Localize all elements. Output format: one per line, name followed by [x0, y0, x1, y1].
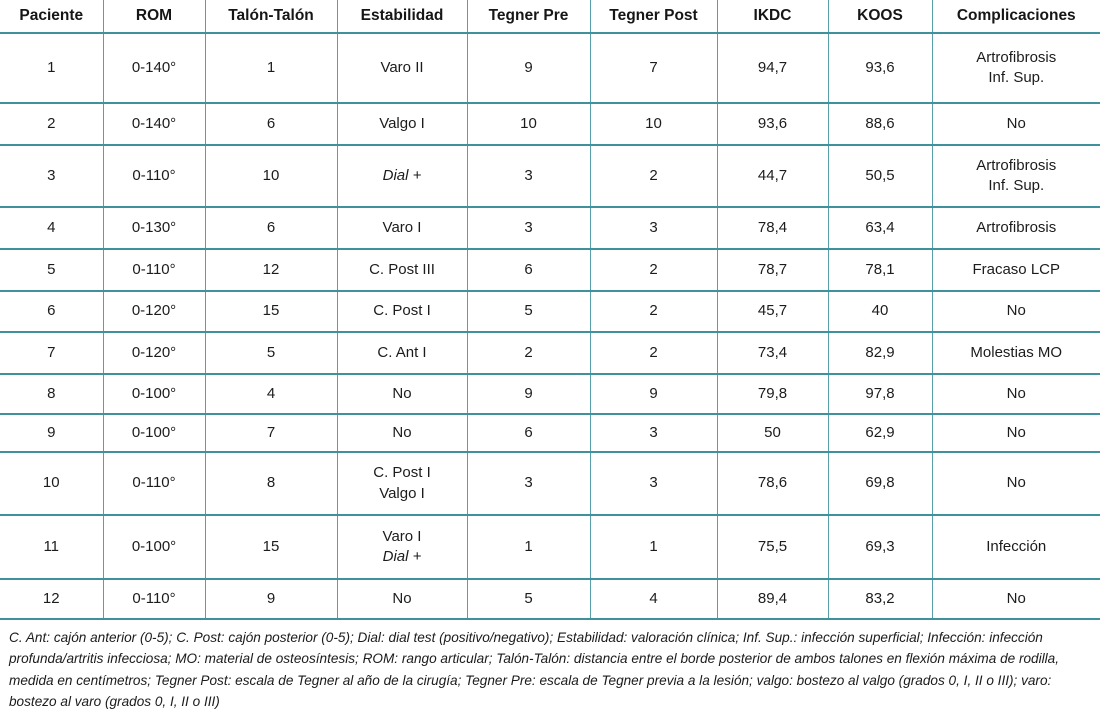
cell-tegner-post: 3	[590, 207, 717, 249]
patient-row-3	[0, 145, 1100, 207]
cell-koos: 69,3	[828, 515, 932, 579]
table-footnote: C. Ant: cajón anterior (0-5); C. Post: cajón posterior (0-5); Dial: dial test (positivo/negativo); Estabilidad: valoración clínica; Inf. Sup.: infección superficial; Infección: infección profunda/artritis infecciosa; MO: material de osteosíntesis; ROM: rango articular; Talón-Talón: distancia entre el borde posterior de ambos talones en flexión máxima de rodilla, medida en centímetros; Tegner Post: escala de Tegner al año de la cirugía; Tegner Pre: escala de Tegner previa a la lesión; valgo: bostezo al valgo (grados 0, I, II o III); varo: bostezo al varo (grados 0, I, II o III)	[9, 630, 1060, 710]
cell-ikdc: 79,8	[717, 374, 828, 414]
cell-tegner-pre: 1	[467, 515, 590, 579]
cell-paciente: 5	[47, 260, 56, 278]
cell-tegner-post: 2	[590, 249, 717, 291]
patient-row-10	[0, 452, 1100, 515]
cell-complicaciones	[932, 374, 1100, 414]
cell-complicaciones	[932, 579, 1100, 619]
estabilidad-line: C. Post I	[373, 464, 431, 482]
cell-talon-talon: 1	[205, 33, 337, 103]
patient-row-6	[0, 291, 1100, 332]
cell-talon-talon: 15	[205, 291, 337, 332]
estabilidad-line: Varo I	[382, 527, 422, 545]
cell-talon-talon: 8	[205, 452, 337, 515]
cell-koos: 69,8	[828, 452, 932, 515]
cell-tegner-pre: 10	[467, 103, 590, 145]
cell-complicaciones	[932, 207, 1100, 249]
cell-ikdc: 78,4	[717, 207, 828, 249]
cell-koos: 62,9	[828, 414, 932, 452]
estabilidad-line: Valgo I	[379, 114, 425, 132]
cell-tegner-pre: 3	[467, 452, 590, 515]
cell-koos: 50,5	[828, 145, 932, 207]
cell-tegner-post: 4	[590, 579, 717, 619]
cell-tegner-post: 3	[590, 414, 717, 452]
column-header-estabilidad: Estabilidad	[337, 0, 467, 33]
cell-estabilidad	[337, 145, 467, 207]
cell-rom: 0-110°	[103, 452, 205, 515]
cell-ikdc: 50	[717, 414, 828, 452]
cell-ikdc: 45,7	[717, 291, 828, 332]
column-header-complicaciones: Complicaciones	[932, 0, 1100, 33]
complicaciones-line: No	[1006, 589, 1026, 607]
estabilidad-line: Dial +	[382, 166, 422, 184]
cell-talon-talon: 7	[205, 414, 337, 452]
complicaciones-line: No	[1006, 384, 1026, 402]
cell-tegner-pre: 5	[467, 291, 590, 332]
cell-rom: 0-100°	[103, 374, 205, 414]
cell-estabilidad	[337, 515, 467, 579]
cell-talon-talon: 10	[205, 145, 337, 207]
cell-estabilidad	[337, 332, 467, 374]
complicaciones-line: No	[1006, 302, 1026, 320]
estabilidad-line: C. Post III	[369, 260, 435, 278]
cell-estabilidad	[337, 207, 467, 249]
cell-estabilidad	[337, 374, 467, 414]
cell-complicaciones	[932, 515, 1100, 579]
estabilidad-line: C. Ant I	[377, 343, 427, 361]
column-header-tegner-post: Tegner Post	[590, 0, 717, 33]
complicaciones-line: Inf. Sup.	[988, 69, 1045, 86]
cell-tegner-post: 2	[590, 332, 717, 374]
cell-rom: 0-110°	[103, 249, 205, 291]
patient-row-2	[0, 103, 1100, 145]
cell-tegner-pre: 9	[467, 374, 590, 414]
complicaciones-line: Artrofibrosis	[976, 48, 1057, 66]
cell-paciente: 12	[42, 589, 60, 607]
cell-complicaciones	[932, 332, 1100, 374]
cell-rom: 0-140°	[103, 33, 205, 103]
cell-rom: 0-110°	[103, 145, 205, 207]
cell-tegner-post: 2	[590, 145, 717, 207]
cell-tegner-pre: 3	[467, 207, 590, 249]
complicaciones-line: No	[1006, 474, 1026, 492]
cell-estabilidad	[337, 103, 467, 145]
cell-estabilidad	[337, 579, 467, 619]
cell-talon-talon: 6	[205, 103, 337, 145]
cell-ikdc: 73,4	[717, 332, 828, 374]
cell-talon-talon: 12	[205, 249, 337, 291]
cell-rom: 0-120°	[103, 332, 205, 374]
cell-rom: 0-100°	[103, 515, 205, 579]
cell-tegner-pre: 2	[467, 332, 590, 374]
complicaciones-line: Artrofibrosis	[976, 156, 1057, 174]
cell-estabilidad	[337, 33, 467, 103]
estabilidad-line: Varo II	[380, 58, 424, 76]
complicaciones-line: Infección	[986, 537, 1047, 555]
patient-row-8	[0, 374, 1100, 414]
cell-talon-talon: 9	[205, 579, 337, 619]
cell-complicaciones	[932, 249, 1100, 291]
cell-paciente: 10	[42, 474, 60, 492]
cell-estabilidad	[337, 291, 467, 332]
cell-koos: 78,1	[828, 249, 932, 291]
cell-complicaciones	[932, 103, 1100, 145]
cell-rom: 0-130°	[103, 207, 205, 249]
cell-tegner-pre: 9	[467, 33, 590, 103]
cell-rom: 0-120°	[103, 291, 205, 332]
cell-paciente: 1	[47, 58, 56, 76]
cell-paciente: 11	[43, 537, 60, 555]
cell-koos: 88,6	[828, 103, 932, 145]
patient-row-11	[0, 515, 1100, 579]
header-row	[0, 0, 1100, 33]
cell-ikdc: 89,4	[717, 579, 828, 619]
cell-ikdc: 94,7	[717, 33, 828, 103]
cell-koos: 63,4	[828, 207, 932, 249]
cell-complicaciones	[932, 452, 1100, 515]
estabilidad-line: Varo I	[382, 218, 422, 236]
complicaciones-line: Artrofibrosis	[976, 218, 1057, 236]
cell-paciente: 4	[47, 218, 56, 236]
cell-tegner-post: 2	[590, 291, 717, 332]
cell-paciente: 2	[47, 114, 56, 132]
patient-row-1	[0, 33, 1100, 103]
cell-tegner-post: 3	[590, 452, 717, 515]
cell-rom: 0-140°	[103, 103, 205, 145]
patient-row-5	[0, 249, 1100, 291]
column-header-rom: ROM	[103, 0, 205, 33]
estabilidad-line: C. Post I	[373, 302, 431, 320]
estabilidad-line: No	[392, 423, 412, 441]
complicaciones-line: Inf. Sup.	[988, 177, 1045, 194]
cell-ikdc: 75,5	[717, 515, 828, 579]
cell-tegner-pre: 3	[467, 145, 590, 207]
estabilidad-line: Dial +	[382, 548, 422, 565]
complicaciones-line: Molestias MO	[970, 343, 1063, 361]
column-header-paciente: Paciente	[19, 6, 84, 24]
cell-talon-talon: 6	[205, 207, 337, 249]
cell-paciente: 7	[47, 343, 56, 361]
column-header-koos: KOOS	[828, 0, 932, 33]
cell-koos: 82,9	[828, 332, 932, 374]
cell-tegner-post: 9	[590, 374, 717, 414]
cell-talon-talon: 5	[205, 332, 337, 374]
complicaciones-line: Fracaso LCP	[972, 260, 1061, 278]
cell-paciente: 9	[47, 423, 56, 441]
patient-row-4	[0, 207, 1100, 249]
cell-ikdc: 93,6	[717, 103, 828, 145]
cell-talon-talon: 15	[205, 515, 337, 579]
column-header-talon-talon: Talón-Talón	[205, 0, 337, 33]
cell-ikdc: 78,7	[717, 249, 828, 291]
cell-tegner-pre: 6	[467, 414, 590, 452]
column-header-ikdc: IKDC	[717, 0, 828, 33]
cell-koos: 93,6	[828, 33, 932, 103]
cell-paciente: 3	[47, 166, 56, 184]
cell-complicaciones	[932, 33, 1100, 103]
cell-ikdc: 78,6	[717, 452, 828, 515]
estabilidad-line: No	[392, 384, 412, 402]
cell-tegner-post: 10	[590, 103, 717, 145]
cell-rom: 0-100°	[103, 414, 205, 452]
cell-tegner-pre: 6	[467, 249, 590, 291]
cell-complicaciones	[932, 414, 1100, 452]
cell-rom: 0-110°	[103, 579, 205, 619]
complicaciones-line: No	[1006, 423, 1026, 441]
cell-complicaciones	[932, 291, 1100, 332]
cell-estabilidad	[337, 249, 467, 291]
cell-estabilidad	[337, 452, 467, 515]
cell-koos: 97,8	[828, 374, 932, 414]
cell-talon-talon: 4	[205, 374, 337, 414]
estabilidad-line: Valgo I	[379, 484, 425, 502]
cell-paciente: 6	[47, 302, 56, 320]
patient-row-12	[0, 579, 1100, 619]
cell-complicaciones	[932, 145, 1100, 207]
cell-tegner-post: 7	[590, 33, 717, 103]
cell-ikdc: 44,7	[717, 145, 828, 207]
cell-estabilidad	[337, 414, 467, 452]
cell-koos: 40	[828, 291, 932, 332]
cell-koos: 83,2	[828, 579, 932, 619]
patient-row-9	[0, 414, 1100, 452]
cell-tegner-pre: 5	[467, 579, 590, 619]
complicaciones-line: No	[1006, 114, 1026, 132]
estabilidad-line: No	[392, 589, 412, 607]
cell-tegner-post: 1	[590, 515, 717, 579]
patient-row-7	[0, 332, 1100, 374]
column-header-tegner-pre: Tegner Pre	[467, 0, 590, 33]
cell-paciente: 8	[47, 384, 56, 402]
